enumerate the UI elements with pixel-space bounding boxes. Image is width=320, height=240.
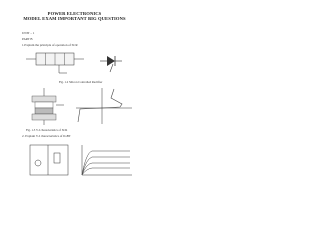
igbt-vi-characteristics-graph (78, 141, 136, 179)
figure-caption-2: Fig. 1.3 V-I characteristics of SCR (26, 128, 68, 132)
scr-symbol (98, 49, 126, 77)
document-title-line-1: POWER ELECTRONICS (47, 11, 102, 16)
scr-device-diagram (26, 86, 68, 126)
document-title-line-2: MODEL EXAM IMPORTANT BIG QUESTIONS (23, 16, 126, 21)
scr-vi-characteristics-graph (74, 86, 134, 126)
scr-structure-diagram (24, 49, 92, 79)
question-2: 2. Explain V-I characteristics of IGBT (22, 134, 71, 138)
unit-label: UNIT – 1 (22, 31, 35, 35)
document-page (0, 0, 149, 198)
igbt-circuit-diagram (26, 141, 72, 179)
question-1: 1.Explain the principle of operation of SCR (22, 43, 78, 47)
figure-caption-1: Fig. 1.2 Silicon Controlled Rectifier (59, 80, 103, 84)
part-label: PART B (22, 37, 33, 41)
